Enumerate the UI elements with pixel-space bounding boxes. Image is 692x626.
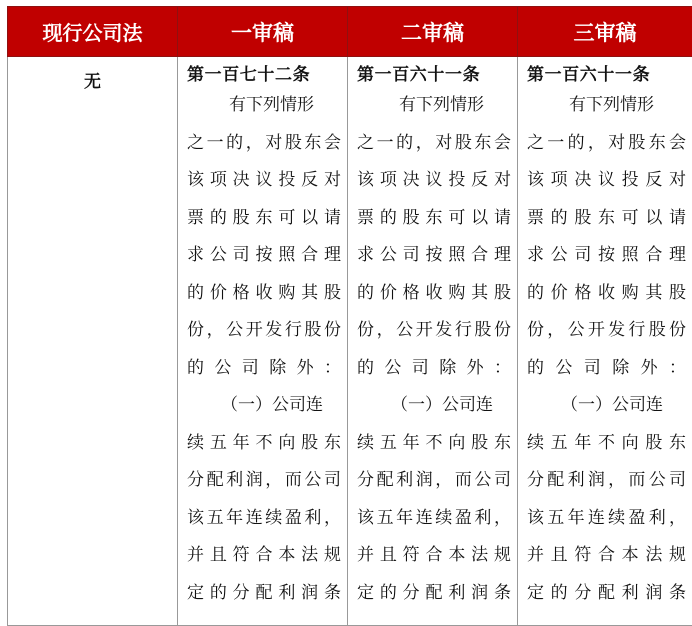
article-text-line: 该五年连续盈利，	[187, 500, 341, 538]
article-text-line: 并且符合本法规	[357, 537, 511, 575]
article-text-line: 该五年连续盈利，	[357, 500, 511, 538]
article-text-line: 续五年不向股东	[527, 425, 686, 463]
header-second-draft: 二审稿	[348, 7, 518, 57]
header-row	[8, 7, 692, 57]
comparison-table	[7, 6, 692, 626]
article-text-line: 分配利润，而公司	[527, 462, 686, 500]
article-text-line: 该项决议投反对	[187, 162, 341, 200]
article-text-line: 票的股东可以请	[527, 200, 686, 238]
article-text-line: 求公司按照合理	[527, 237, 686, 275]
article-text-line: 有下列情形	[527, 87, 686, 125]
article-text-line: （一）公司连	[187, 387, 341, 425]
article-text-line: 有下列情形	[187, 87, 341, 125]
header-third-draft: 三审稿	[518, 7, 692, 57]
article-text-line: 的公司除外：	[187, 350, 341, 388]
article-text-line: 该项决议投反对	[527, 162, 686, 200]
article-text-line: 的公司除外：	[527, 350, 686, 388]
article-text-line: 票的股东可以请	[357, 200, 511, 238]
article-text-line: （一）公司连	[527, 387, 686, 425]
article-text-line: 该项决议投反对	[357, 162, 511, 200]
third-draft-cell	[518, 57, 692, 626]
article-text-line: 并且符合本法规	[527, 537, 686, 575]
article-text-line: （一）公司连	[357, 387, 511, 425]
article-text-line: 份，公开发行股份	[527, 312, 686, 350]
article-text-line: 并且符合本法规	[187, 537, 341, 575]
article-text-line: 分配利润，而公司	[357, 462, 511, 500]
article-text-line: 的公司除外：	[357, 350, 511, 388]
article-text-line: 有下列情形	[357, 87, 511, 125]
article-text-line: 求公司按照合理	[357, 237, 511, 275]
article-text-line: 定的分配利润条	[357, 575, 511, 613]
article-text-line: 该五年连续盈利，	[527, 500, 686, 538]
article-text-line: 的价格收购其股	[357, 275, 511, 313]
article-text-line: 定的分配利润条	[527, 575, 686, 613]
current-law-cell: 无	[8, 57, 178, 626]
article-text-line: 续五年不向股东	[187, 425, 341, 463]
table-row	[8, 57, 692, 626]
article-text-line: 的价格收购其股	[187, 275, 341, 313]
table-header	[8, 7, 692, 57]
article-title: 第一百七十二条	[187, 63, 341, 87]
article-text-line: 份，公开发行股份	[357, 312, 511, 350]
article-text-line: 续五年不向股东	[357, 425, 511, 463]
article-text-line: 之一的，对股东会	[357, 125, 511, 163]
article-title: 第一百六十一条	[527, 63, 686, 87]
second-draft-cell	[348, 57, 518, 626]
article-text-line: 的价格收购其股	[527, 275, 686, 313]
header-first-draft: 一审稿	[178, 7, 348, 57]
first-draft-cell	[178, 57, 348, 626]
article-text-line: 定的分配利润条	[187, 575, 341, 613]
article-text-line: 之一的，对股东会	[187, 125, 341, 163]
article-title: 第一百六十一条	[357, 63, 511, 87]
header-current-law: 现行公司法	[8, 7, 178, 57]
article-text-line: 分配利润，而公司	[187, 462, 341, 500]
article-text-line: 求公司按照合理	[187, 237, 341, 275]
article-text-line: 之一的，对股东会	[527, 125, 686, 163]
article-text-line: 票的股东可以请	[187, 200, 341, 238]
article-text-line: 份，公开发行股份	[187, 312, 341, 350]
